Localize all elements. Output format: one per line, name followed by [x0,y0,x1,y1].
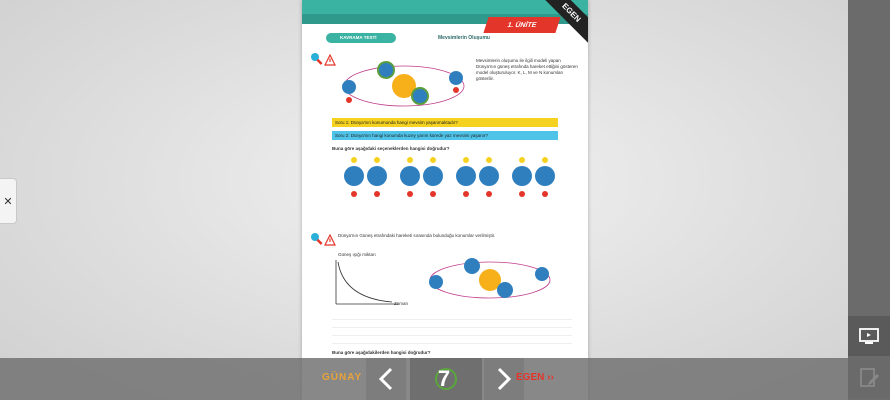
warning-icon [324,53,336,71]
subquestion-line-3 [332,328,572,336]
publisher-logo-left: GÜNAY [322,372,363,383]
screen-tool-button[interactable] [848,316,890,356]
magnifier-icon [310,52,324,71]
highlight-question-2-text: Soru 2: Dünya'nın hangi konumda kuzey yarım kürede yaz mevsimi yaşanır? [335,133,488,138]
graph-xlabel: Zaman [394,301,409,306]
decay-graph [332,258,402,308]
subquestion-line-2 [332,320,572,328]
corner-brand-ribbon: EGEN [540,0,588,44]
answer-options-diagram [332,154,560,204]
subquestion-line-1 [332,312,572,320]
chevron-left-icon [377,367,395,391]
chevron-right-icon [495,367,513,391]
test-title: KAVRAMA TESTİ [326,33,396,43]
book-page [302,0,588,400]
highlight-question-1-text: Soru 1: Dünya'nın konumunda hangi mevsim yaşanmaktadır? [335,120,458,125]
unit-badge-label: 1. ÜNİTE [506,21,538,29]
graph-ylabel: Güneş ışığı miktarı [338,252,376,257]
page-header-band [302,0,588,14]
subquestion-line-4 [332,336,572,344]
orbit-diagram-1 [336,50,471,116]
question1-text: Mevsimlerin oluşumu ile ilgili modeli yapan Dünya'nın güneş etrafında hareket ettiğini gösteren model oluşturuluyor. K, L, M ve N konumları gösterilir. [476,58,578,81]
question-prompt: Buna göre aşağıdaki seçeneklerden hangisi doğrudur? [332,146,450,151]
footer-question: Buna göre aşağıdakilerden hangisi doğrudur? [332,350,431,355]
close-icon: ✕ [3,195,13,208]
section-title: Mevsimlerin Oluşumu [438,35,490,41]
question2-text: Dünya'nın Güneş etrafındaki hareketi sırasında bulunduğu konumlar verilmiştir. [338,233,496,238]
previous-page-button[interactable] [366,358,406,400]
warning-icon-2 [324,233,336,251]
page-number: 7 [437,366,451,391]
unit-badge [483,17,560,33]
orbit-diagram-2 [420,250,560,310]
publisher-logo-right: EGEN ›› [516,372,554,383]
monitor-icon [857,324,881,348]
subquestions-text [332,312,572,344]
side-panel-toggle[interactable] [0,178,17,224]
magnifier-icon-2 [310,232,324,251]
publisher-logo-right-text: EGEN [516,372,545,383]
